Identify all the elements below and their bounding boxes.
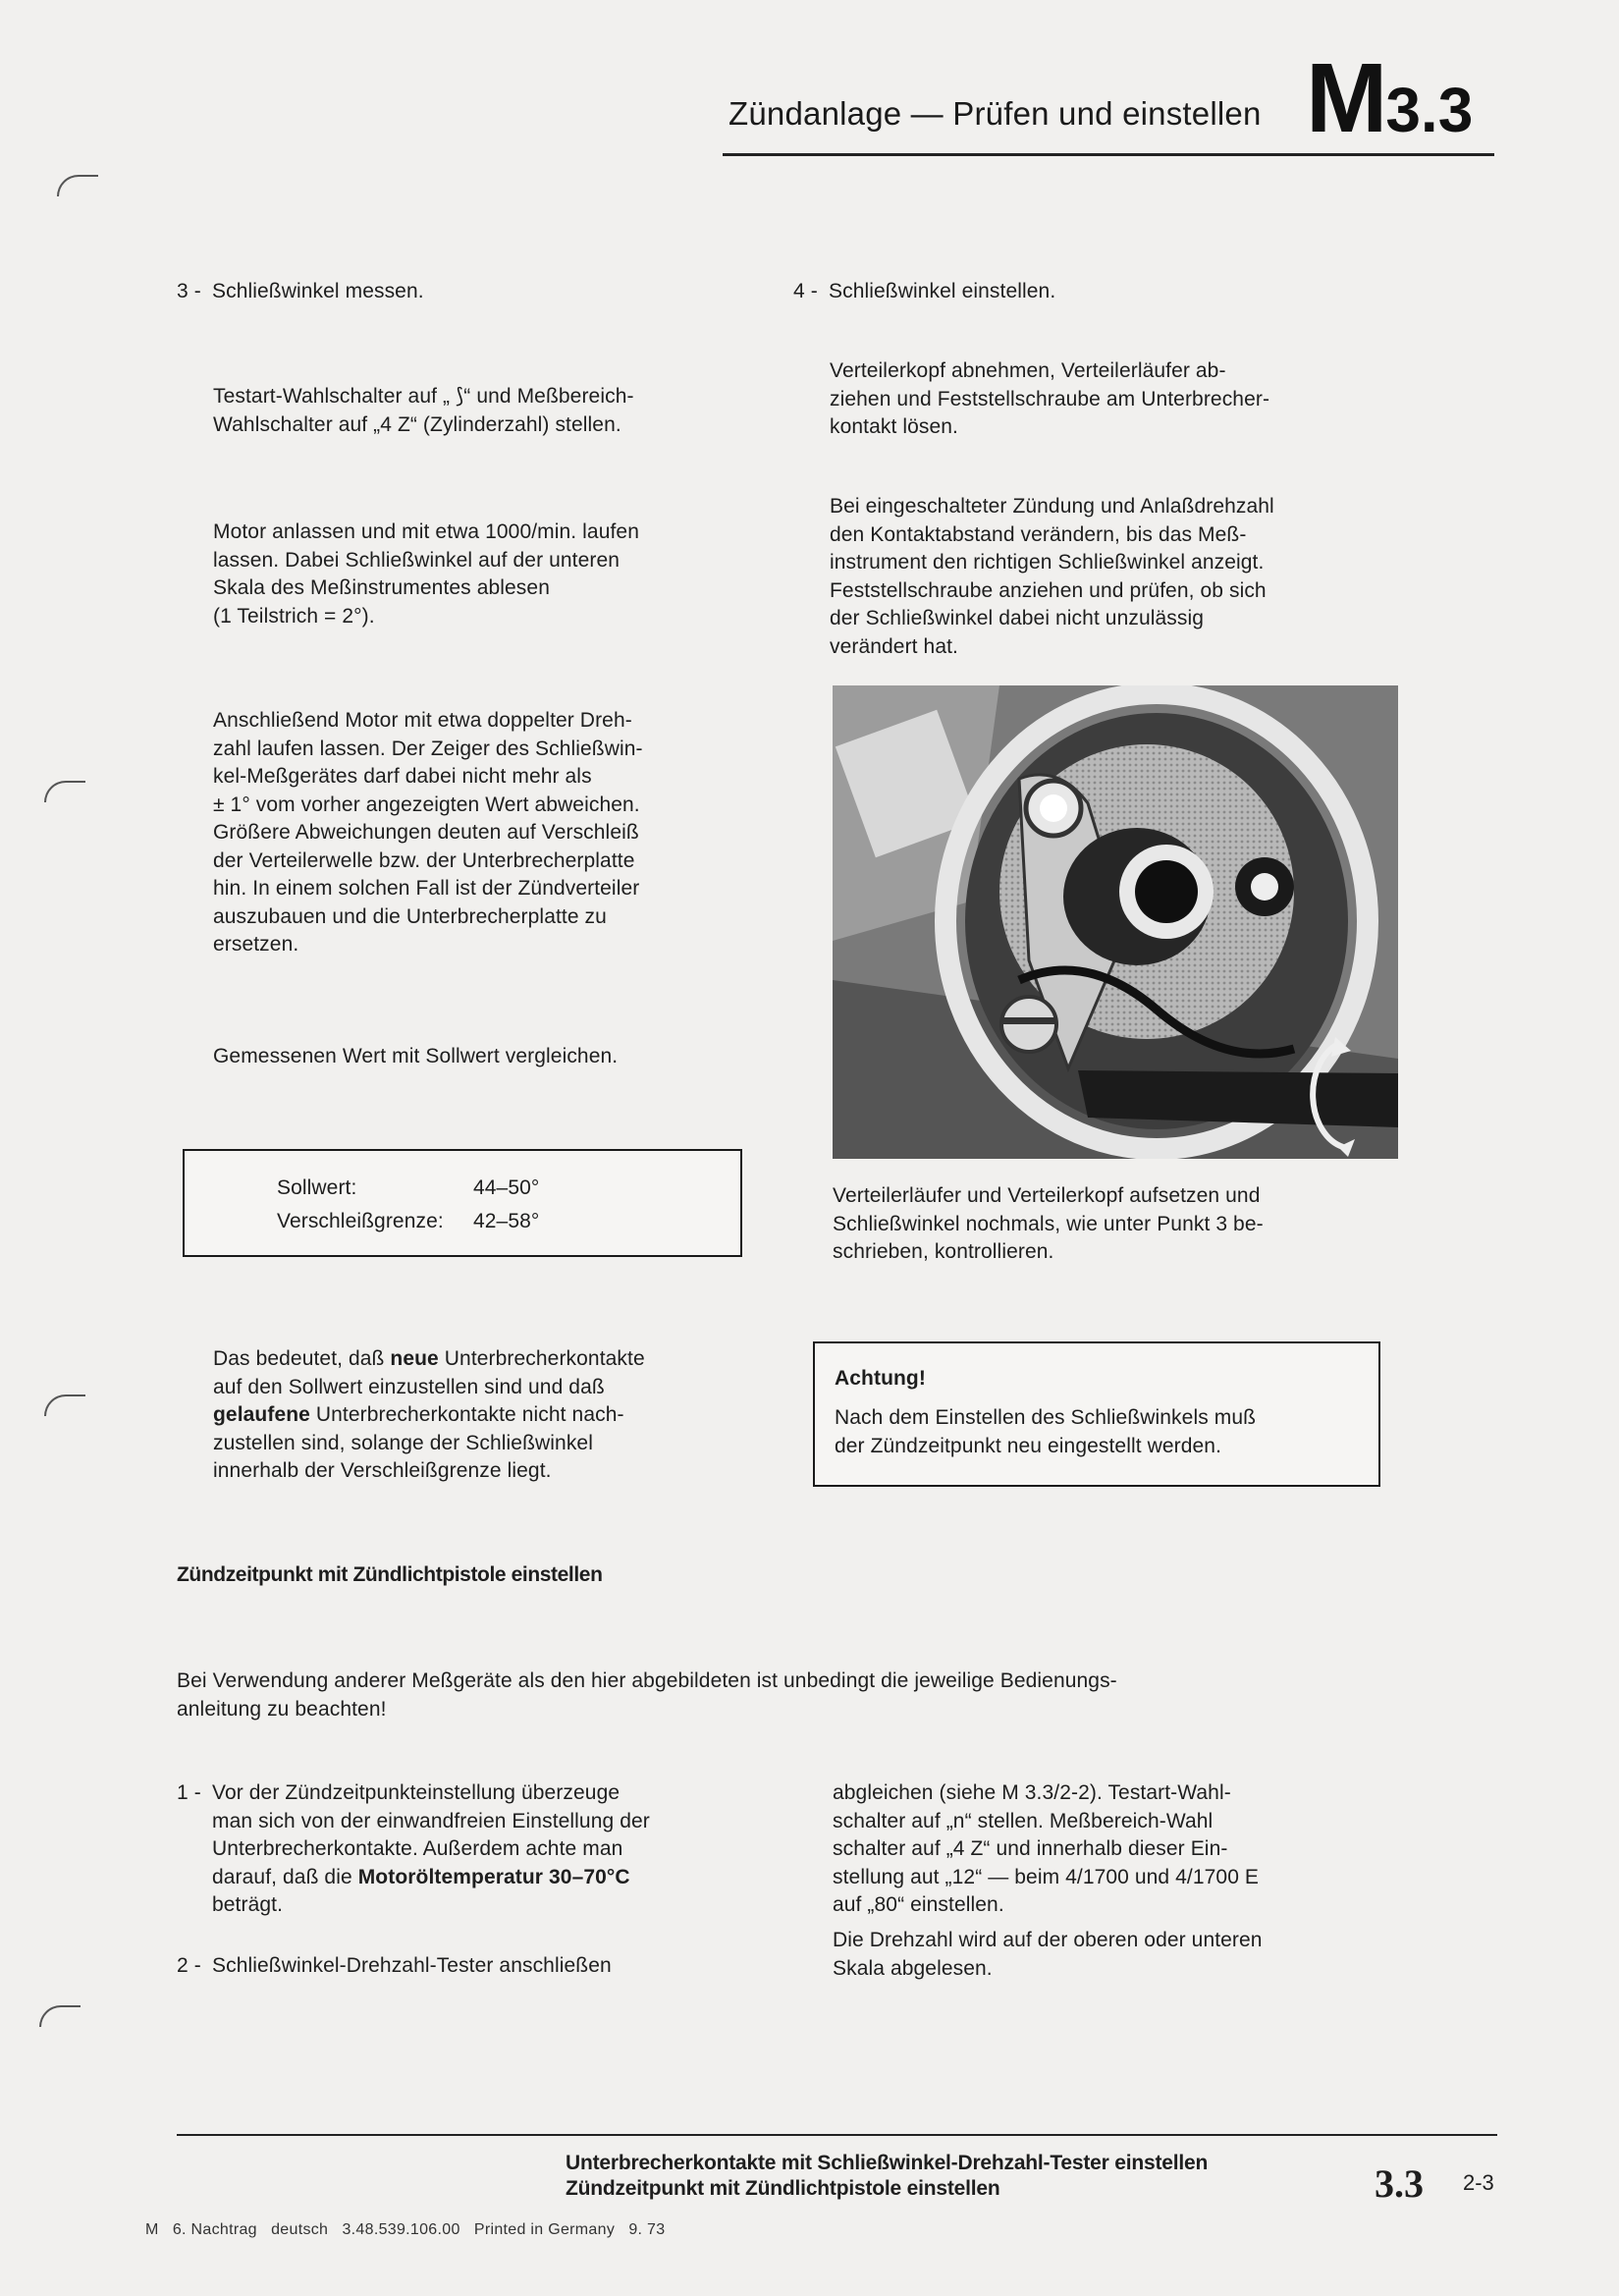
footer-page-number: 2-3: [1463, 2170, 1494, 2195]
paragraph-vergleichen: Gemessenen Wert mit Sollwert vergleichen.: [213, 1045, 619, 1067]
paragraph-kontaktabstand: Bei eingeschalteter Zündung und Anlaßdrehzahl den Kontaktabstand verändern, bis das Meß- instrument den richtigen Schließwinkel anzeigt. Feststellschraube anziehen und prüfen, ob sich der Schließwinkel dabei nicht unzulässig verändert hat.: [830, 495, 1274, 658]
paragraph-abgleichen: abgleichen (siehe M 3.3/2-2). Testart-Wahl- schalter auf „n“ stellen. Meßbereich-Wahl schalter auf „4 Z“ und innerhalb dieser Ein- stellung aut „12“ — beim 4/1700 und 4/1700 E auf „80“ einstellen.: [833, 1781, 1260, 1916]
page-title: Zündanlage — Prüfen und einstellen: [729, 95, 1262, 132]
step-3-heading: 3 - Schließwinkel messen.: [177, 280, 424, 302]
footer-rule: [177, 2134, 1497, 2136]
distributor-photo: [833, 685, 1398, 1159]
section-code-number: 3.3: [1385, 75, 1474, 145]
footer-title: Unterbrecherkontakte mit Schließwinkel-Drehzahl-Tester einstellen Zündzeitpunkt mit Zündlichtpistole einstellen: [566, 2152, 1209, 2200]
step-2: 2 - Schließwinkel-Drehzahl-Tester anschließen: [177, 1954, 612, 1977]
paragraph-drehzahl-ablesen: Die Drehzahl wird auf der oberen oder unteren Skala abgelesen.: [833, 1929, 1263, 1980]
section-code-letter: M: [1306, 43, 1386, 153]
section-code: [1306, 43, 1474, 177]
warning-text: Nach dem Einstellen des Schließwinkels muß der Zündzeitpunkt neu eingestellt werden.: [835, 1406, 1257, 1457]
paragraph-testart: Testart-Wahlschalter auf „ ⟆“ und Meßbereich- Wahlschalter auf „4 Z“ (Zylinderzahl) stellen.: [213, 385, 634, 436]
distributor-illustration: [833, 685, 1398, 1159]
spec-row-verschleissgrenze: Verschleißgrenze: 42–58°: [277, 1210, 540, 1232]
punch-hole-mark: [39, 2005, 81, 2027]
paragraph-doppelte-drehzahl: Anschließend Motor mit etwa doppelter Dreh- zahl laufen lassen. Der Zeiger des Schließwin- kel-Meßgerätes darf dabei nicht mehr als ± 1° vom vorher angezeigten Wert abweichen. Größere Abweichungen deuten auf Verschleiß der Verteilerwelle bzw. der Unterbrecherplatte hin. In einem solchen Fall ist der Zündverteiler auszubauen und die Unterbrecherplatte zu ersetzen.: [213, 709, 643, 956]
paragraph-bedeutung: Das bedeutet, daß neue Unterbrecherkontakte auf den Sollwert einzustellen sind und daß gelaufene Unterbrecherkontakte nicht nach- zustellen sind, solange der Schließwinkel innerhalb der Verschleißgrenze liegt.: [213, 1347, 645, 1482]
paragraph-motor-anlassen: Motor anlassen und mit etwa 1000/min. laufen lassen. Dabei Schließwinkel auf der unteren Skala des Meßinstrumentes ablesen (1 Teilstrich = 2°).: [213, 520, 639, 628]
paragraph-verteilerkopf-abnehmen: Verteilerkopf abnehmen, Verteilerläufer ab- ziehen und Feststellschraube am Unterbrecher- kontakt lösen.: [830, 359, 1270, 438]
paragraph-bedienungsanleitung: Bei Verwendung anderer Meßgeräte als den hier abgebildeten ist unbedingt die jeweilige Bedienungs- anleitung zu beachten!: [177, 1669, 1117, 1721]
section-heading-zuendzeitpunkt: Zündzeitpunkt mit Zündlichtpistole einstellen: [177, 1563, 603, 1586]
punch-hole-mark: [44, 781, 85, 802]
step-4-heading: 4 - Schließwinkel einstellen.: [793, 280, 1056, 302]
footer-section-number: 3.3: [1375, 2161, 1424, 2206]
step-1: 1 - Vor der Zündzeitpunkteinstellung überzeuge man sich von der einwandfreien Einstellung der Unterbrecherkontakte. Außerdem achte man darauf, daß die Motoröltemperatur 30–70°C beträgt.: [177, 1781, 650, 1916]
spec-values-box: [183, 1149, 742, 1257]
punch-hole-mark: [57, 175, 98, 196]
header-rule: [723, 153, 1494, 156]
punch-hole-mark: [44, 1394, 85, 1416]
paragraph-wieder-aufsetzen: Verteilerläufer und Verteilerkopf aufsetzen und Schließwinkel nochmals, wie unter Punkt 3 be- schrieben, kontrollieren.: [833, 1184, 1264, 1263]
spec-row-sollwert: Sollwert: 44–50°: [277, 1176, 540, 1199]
print-info: M 6. Nachtrag deutsch 3.48.539.106.00 Printed in Germany 9. 73: [145, 2221, 666, 2238]
warning-title: Achtung!: [835, 1367, 926, 1390]
warning-box: [813, 1341, 1380, 1487]
